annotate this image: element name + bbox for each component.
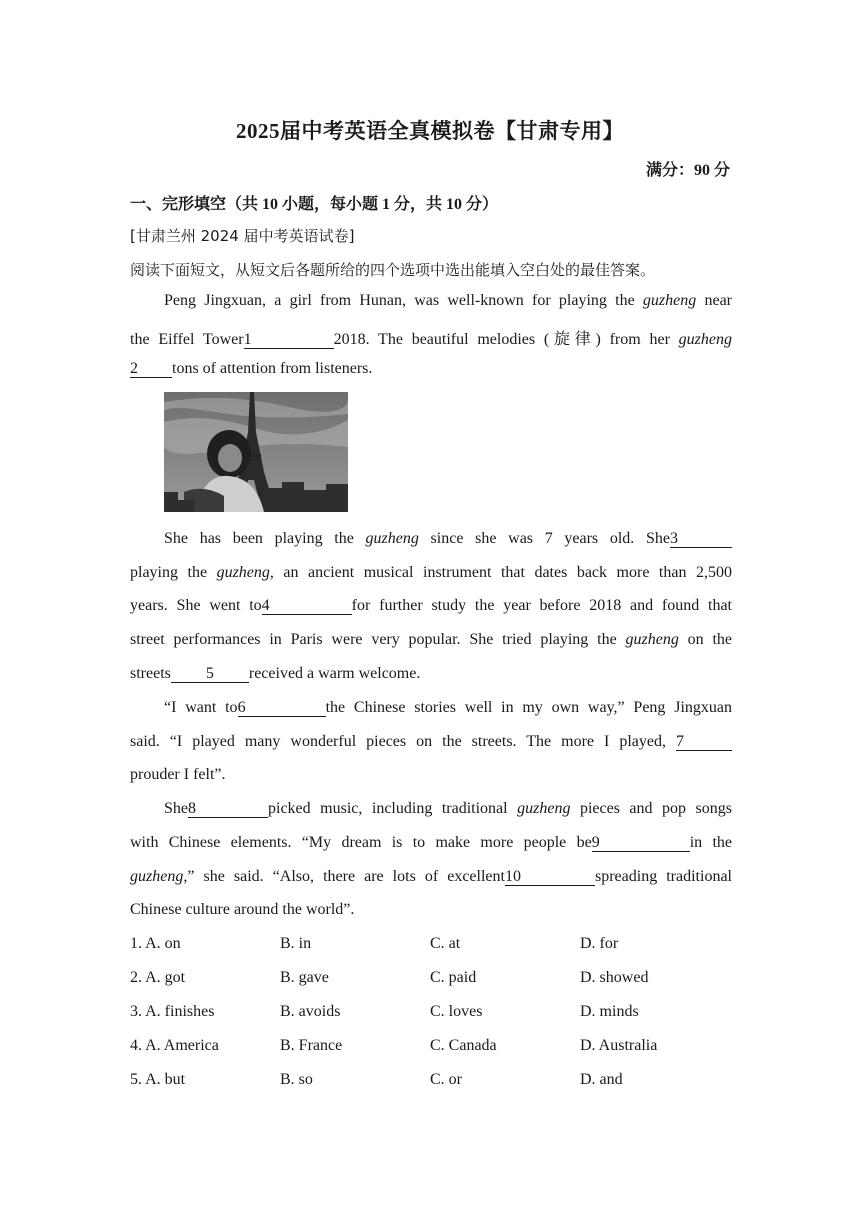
passage-line: 2 tons of attention from listeners. [130,360,373,377]
passage-line: the Eiffel Tower1 2018. The beautiful melodies (旋律) from her guzheng [130,331,732,348]
option-1a[interactable]: 1. A. on [130,935,181,952]
option-4d[interactable]: D. Australia [580,1037,658,1054]
option-5c[interactable]: C. or [430,1071,462,1088]
option-4a[interactable]: 4. A. America [130,1037,219,1054]
photo-image [164,392,348,512]
passage-line: street performances in Paris were very popular. She tried playing the guzheng on the [130,631,733,648]
option-2d[interactable]: D. showed [580,969,649,986]
blank-2: 2 [130,360,172,378]
passage-line: She8 picked music, including traditional guzheng pieces and pop songs [164,800,733,817]
total-score: 满分：90 分 [645,162,730,179]
option-2b[interactable]: B. gave [280,969,329,986]
blank-6: 6 [238,699,326,717]
option-5a[interactable]: 5. A. but [130,1071,186,1088]
blank-9: 9 [592,834,690,852]
blank-4: 4 [262,597,352,615]
page-title: 2025届中考英语全真模拟卷【甘肃专用】 [236,119,624,143]
option-3a[interactable]: 3. A. finishes [130,1003,215,1020]
option-3c[interactable]: C. loves [430,1003,483,1020]
passage-line: years. She went to4 for further study the year before 2018 and found that [130,597,732,614]
option-2a[interactable]: 2. A. got [130,969,186,986]
option-1d[interactable]: D. for [580,935,619,952]
option-5d[interactable]: D. and [580,1071,623,1088]
option-5b[interactable]: B. so [280,1071,313,1088]
option-3d[interactable]: D. minds [580,1003,639,1020]
instruction-text: 阅读下面短文，从短文后各题所给的四个选项中选出能填入空白处的最佳答案。 [130,261,656,279]
passage-line: Peng Jingxuan, a girl from Hunan, was well-known for playing the guzheng near [164,292,733,309]
passage-line: guzheng,” she said. “Also, there are lots of excellent10 spreading traditional [130,868,732,885]
source-note: [甘肃兰州 2024 届中考英语试卷] [130,227,355,245]
option-1b[interactable]: B. in [280,935,312,952]
passage-line: Chinese culture around the world”. [130,901,355,918]
option-2c[interactable]: C. paid [430,969,477,986]
blank-10: 10 [505,868,595,886]
blank-7: 7 [676,733,732,751]
option-3b[interactable]: B. avoids [280,1003,341,1020]
passage-line: said. “I played many wonderful pieces on the streets. The more I played, 7 [130,733,732,751]
section-heading: 一、完形填空（共 10 小题，每小题 1 分，共 10 分） [130,196,499,213]
passage-line: prouder I felt”. [130,766,226,783]
blank-8: 8 [188,800,268,818]
blank-3: 3 [670,530,732,548]
passage-line: playing the guzheng, an ancient musical instrument that dates back more than 2,500 [130,564,732,581]
passage-line: streets 5 received a warm welcome. [130,665,421,682]
blank-1: 1 [244,331,334,349]
passage-line: “I want to6 the Chinese stories well in my own way,” Peng Jingxuan [164,699,732,716]
eiffel-tower-photo [164,392,348,512]
option-1c[interactable]: C. at [430,935,461,952]
passage-line: with Chinese elements. “My dream is to make more people be9 in the [130,834,732,851]
blank-5: 5 [171,665,249,683]
passage-line: She has been playing the guzheng since she was 7 years old. She3 [164,530,732,548]
option-4c[interactable]: C. Canada [430,1037,497,1054]
option-4b[interactable]: B. France [280,1037,343,1054]
